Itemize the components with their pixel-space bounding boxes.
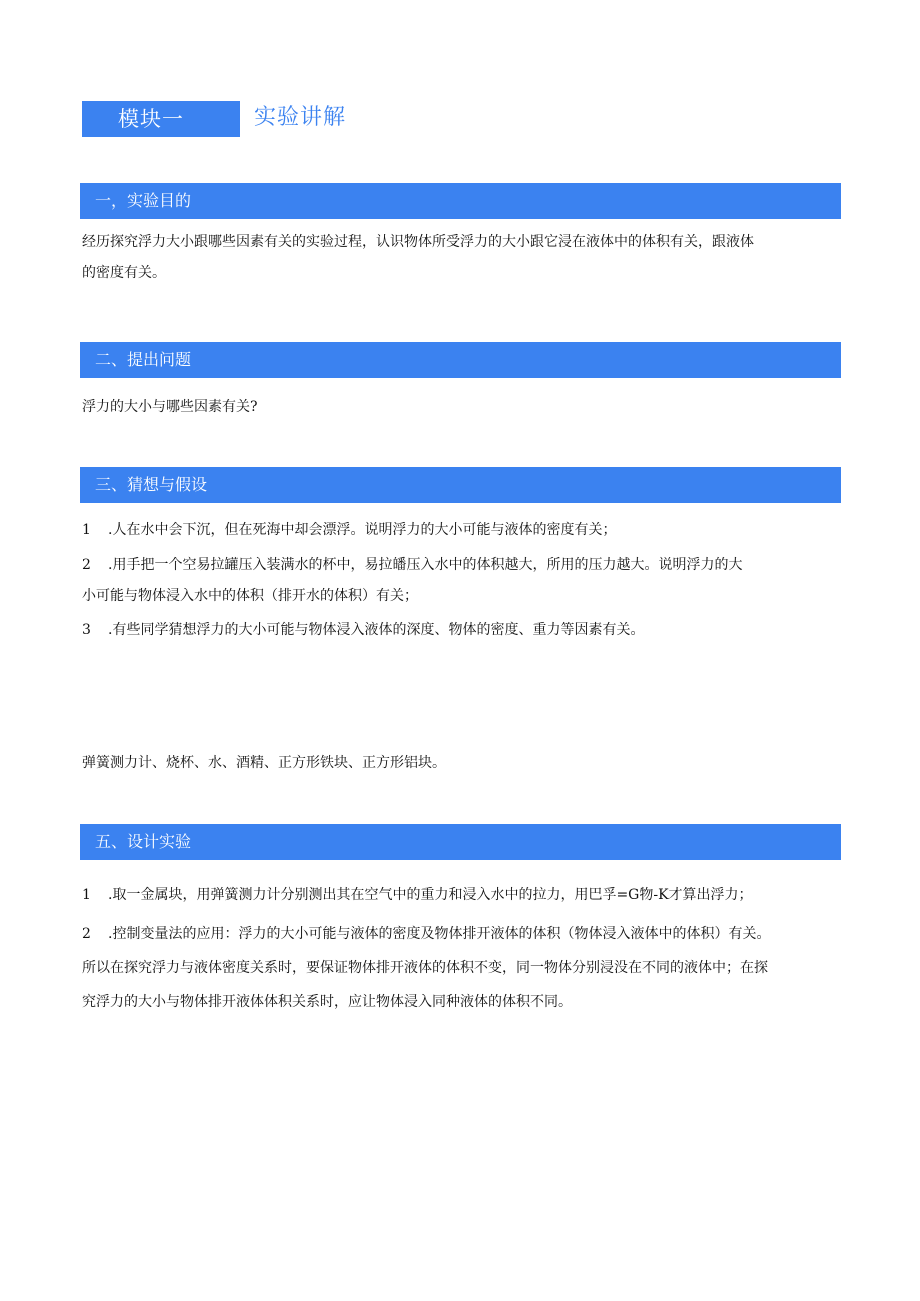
- item-number: 2: [82, 557, 91, 573]
- section-heading-design: 五、设计实验: [80, 824, 841, 860]
- item-number: 1: [82, 887, 91, 903]
- purpose-line: 经历探究浮力大小跟哪些因素有关的实验过程，认识物体所受浮力的大小跟它浸在液体中的体积有关，跟液体: [82, 234, 754, 250]
- item-text: .取一金属块，用弹簧测力计分别测出其在空气中的重力和浸入水中的拉力，用巴孚=G物-K才算出浮力；: [108, 887, 753, 903]
- module-badge: 模块一: [82, 101, 240, 137]
- design-list: [82, 880, 842, 1018]
- item-text: .有些同学猜想浮力的大小可能与物体浸入液体的深度、物体的密度、重力等因素有关。: [108, 622, 645, 638]
- item-number: 1: [82, 522, 91, 538]
- hypothesis-item-2-continued: 小可能与物体浸入水中的体积（排开水的体积）有关；: [82, 588, 418, 604]
- design-item-1: [82, 880, 842, 911]
- hypothesis-item-1: [82, 515, 842, 546]
- design-item-2-continued: 所以在探究浮力与液体密度关系时，要保证物体排开液体的体积不变，同一物体分别浸没在不同的液体中；在探: [82, 960, 768, 976]
- question-line: 浮力的大小与哪些因素有关?: [82, 399, 258, 415]
- module-title: 实验讲解: [254, 105, 347, 130]
- section-heading-question: 二、提出问题: [80, 342, 841, 378]
- section-heading-purpose: 一，实验目的: [80, 183, 841, 219]
- purpose-line: 的密度有关。: [82, 265, 166, 281]
- item-text: .控制变量法的应用：浮力的大小可能与液体的密度及物体排开液体的体积（物体浸入液体中的体积）有关。: [108, 926, 771, 942]
- item-number: 3: [82, 622, 91, 638]
- purpose-text: [82, 227, 842, 289]
- materials-text: [82, 748, 842, 779]
- item-text: .用手把一个空易拉罐压入装满水的杯中，易拉皤压入水中的体积越大，所用的压力越大。说明浮力的大: [108, 557, 743, 573]
- design-item-2-continued: 究浮力的大小与物体排开液体体积关系时，应让物体浸入同种液体的体积不同。: [82, 994, 572, 1010]
- item-number: 2: [82, 926, 91, 942]
- hypothesis-item-3: [82, 615, 842, 646]
- hypothesis-item-2: [82, 550, 842, 581]
- item-text: .人在水中会下沉，但在死海中却会漂浮。说明浮力的大小可能与液体的密度有关；: [108, 522, 617, 538]
- materials-line: 弹簧测力计、烧杯、水、酒精、正方形铁块、正方形铝块。: [82, 755, 446, 771]
- design-item-2: [82, 919, 842, 950]
- question-text: [82, 392, 842, 423]
- section-heading-hypothesis: 三、猜想与假设: [80, 467, 841, 503]
- hypothesis-list: [82, 515, 842, 646]
